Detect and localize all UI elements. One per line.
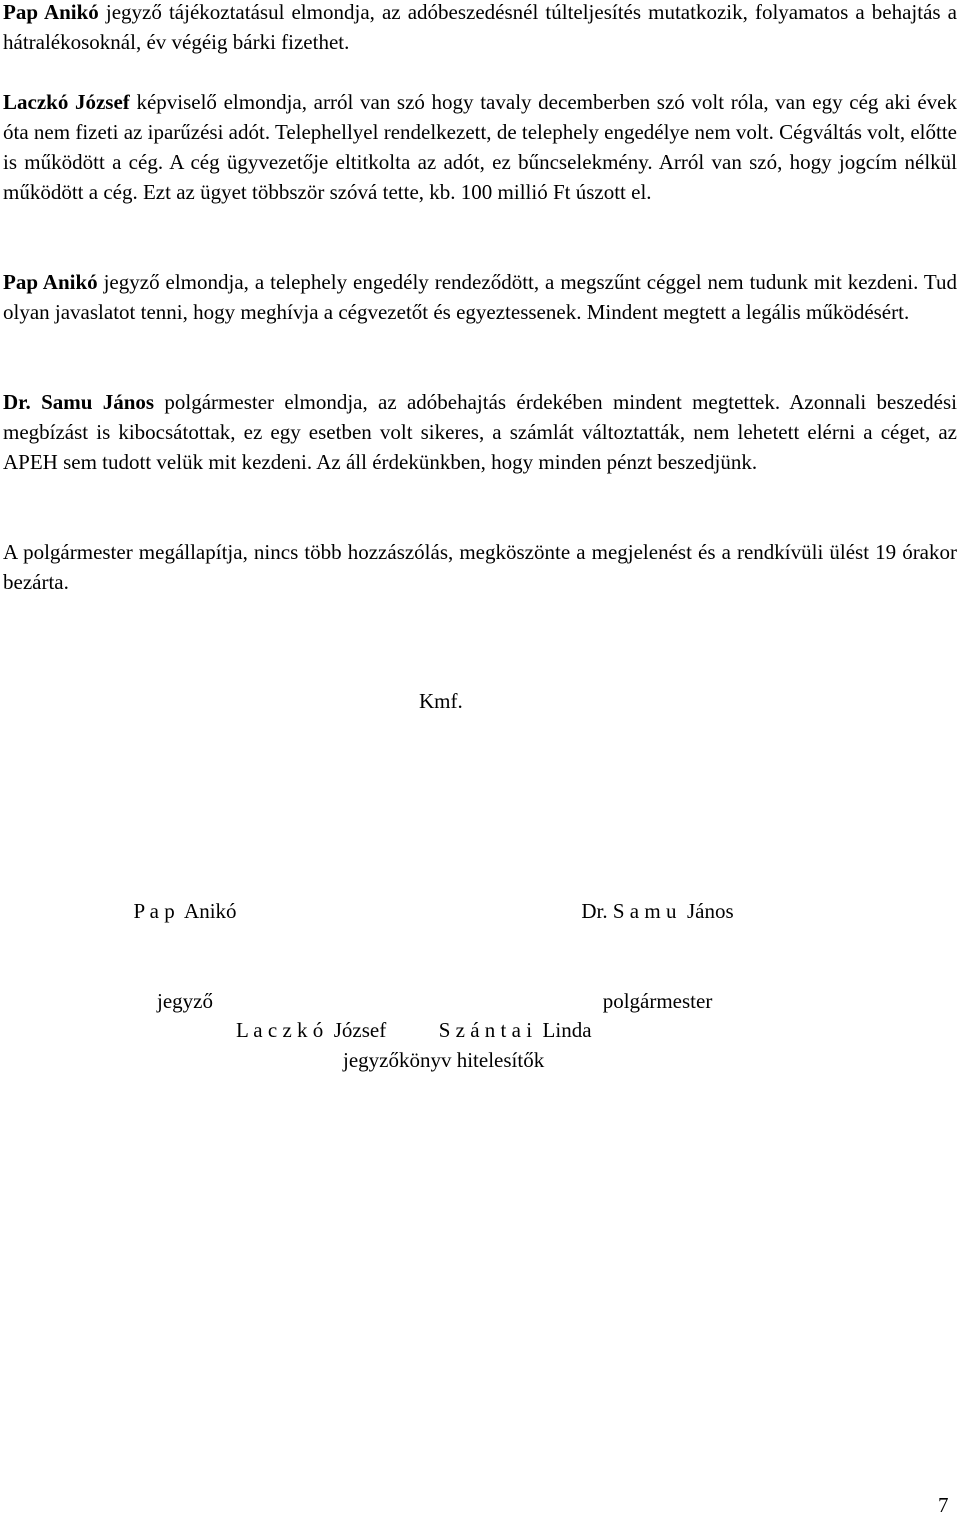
mayor-title: polgármester	[602, 989, 713, 1013]
paragraph-mayor-comment	[3, 387, 957, 477]
paragraph-text: jegyző elmondja, a telephely engedély rendeződött, a megszűnt céggel nem tudunk mit kezdeni. Tud olyan javaslatot tenni, hogy meghívja a cégvezetőt és egyeztessenek. Mindent megtett a legális működésért.	[3, 270, 957, 324]
paragraph-text: polgármester elmondja, az adóbehajtás érdekében mindent megtettek. Azonnali beszedési megbízást is kibocsátottak, ez egy esetben volt sikeres, a számlát változtatták, nem lehetett elérni a céget, az APEH sem tudott velük mit kezdeni. Az áll érdekünkben, hogy minden pénzt beszedjünk.	[3, 390, 957, 474]
page-number: 7	[938, 1493, 949, 1517]
mayor-name: Dr. S a m u János	[581, 899, 734, 923]
notary-name: P a p Anikó	[133, 899, 237, 923]
speaker-name: Pap Anikó	[3, 270, 98, 294]
authenticators-names: L a c z k ó József S z á n t a i Linda	[236, 1018, 592, 1042]
paragraph-representative-comment	[3, 87, 957, 207]
notary-title: jegyző	[157, 989, 213, 1013]
paragraph-notary-report	[3, 0, 957, 57]
paragraph-text: képviselő elmondja, arról van szó hogy tavaly decemberben szó volt róla, van egy cég aki évek óta nem fizeti az iparűzési adót. Telephellyel rendelkezett, de telephely engedélye nem volt. Cégváltás volt, előtte is működött a cég. A cég ügyvezetője eltitkolta az adót, ez bűncselekmény. Arról van szó, hogy jogcím nélkül működött a cég. Ezt az ügyet többször szóvá tette, kb. 100 millió Ft úszott el.	[3, 90, 957, 204]
paragraph-notary-reply	[3, 267, 957, 327]
paragraph-closing	[3, 537, 957, 597]
paragraph-text: jegyző tájékoztatásul elmondja, az adóbeszedésnél túlteljesítés mutatkozik, folyamatos a behajtás a hátralékosoknál, év végéig bárki fizethet.	[3, 0, 957, 54]
speaker-name: Dr. Samu János	[3, 390, 155, 414]
authenticators-title: jegyzőkönyv hitelesítők	[343, 1048, 545, 1072]
paragraph-text: A polgármester megállapítja, nincs több hozzászólás, megköszönte a megjelenést és a rendkívüli ülést 19 órakor bezárta.	[3, 540, 957, 594]
speaker-name: Laczkó József	[3, 90, 130, 114]
kmf-label: Kmf.	[419, 689, 463, 713]
speaker-name: Pap Anikó	[3, 0, 99, 24]
